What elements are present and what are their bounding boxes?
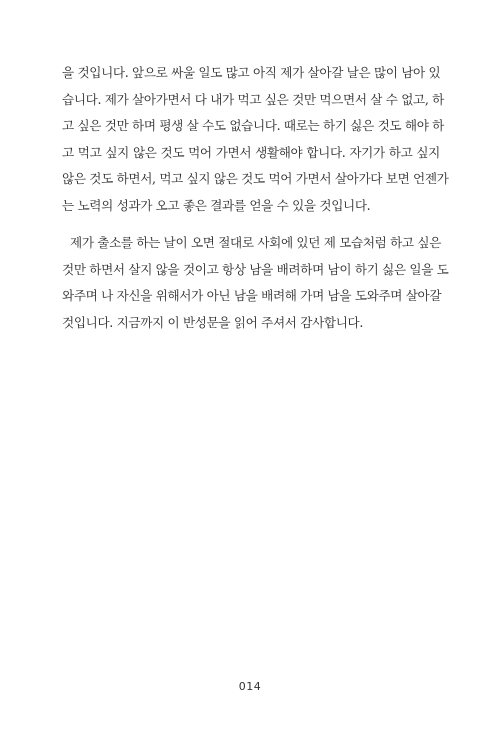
text-line: 않은 것도 하면서, 먹고 싶지 않은 것도 먹어 가면서 살아가다 보면 언젠가 <box>62 171 449 187</box>
text-line: 제가 출소를 하는 날이 오면 절대로 사회에 있던 제 모습처럼 하고 싶은 <box>70 235 442 250</box>
paragraph-2 <box>62 230 449 336</box>
text-line: 것만 하면서 살지 않을 것이고 항상 남을 배려하며 남이 하기 싫은 일을 도 <box>62 261 449 277</box>
paragraph-1 <box>62 60 449 220</box>
text-line: 와주며 나 자신을 위해서가 아닌 남을 배려해 가며 남을 도와주며 살아갈 <box>62 288 442 304</box>
text-line: 습니다. 제가 살아가면서 다 내가 먹고 싶은 것만 먹으면서 살 수 없고, 하 <box>62 91 444 107</box>
text-line: 을 것입니다. 앞으로 싸울 일도 많고 아직 제가 살아갈 날은 많이 남아 있 <box>62 65 441 80</box>
text-line: 고 싶은 것만 하며 평생 살 수도 없습니다. 때로는 하기 싫은 것도 해야 하 <box>62 118 444 134</box>
page-number: 014 <box>238 680 262 693</box>
text-line: 는 노력의 성과가 오고 좋은 결과를 얻을 수 있을 것입니다. <box>62 197 371 213</box>
text-line: 고 먹고 싶지 않은 것도 먹어 가면서 생활해야 합니다. 자기가 하고 싶지 <box>62 144 440 160</box>
text-line: 것입니다. 지금까지 이 반성문을 읽어 주셔서 감사합니다. <box>62 314 363 330</box>
